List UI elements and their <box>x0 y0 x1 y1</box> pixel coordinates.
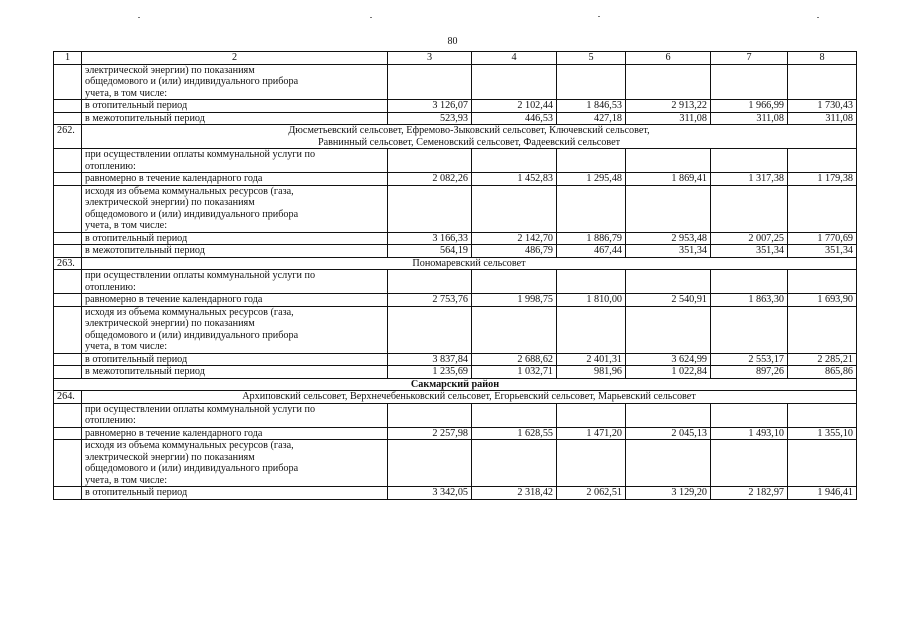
description-cell <box>82 270 388 294</box>
header-cell: 1 <box>54 52 82 65</box>
section-number: 262. <box>54 125 82 149</box>
empty-value-cell <box>626 270 711 294</box>
row-label: в отопительный период <box>82 353 388 366</box>
value-cell: 1 493,10 <box>711 427 788 440</box>
row-number-cell <box>54 232 82 245</box>
value-cell: 1 452,83 <box>472 173 557 186</box>
empty-value-cell <box>788 440 857 487</box>
value-cell: 2 553,17 <box>711 353 788 366</box>
value-cell: 1 770,69 <box>788 232 857 245</box>
empty-value-cell <box>388 270 472 294</box>
value-cell: 2 257,98 <box>388 427 472 440</box>
value-cell: 2 953,48 <box>626 232 711 245</box>
value-cell: 2 688,62 <box>472 353 557 366</box>
value-cell: 3 129,20 <box>626 487 711 500</box>
empty-value-cell <box>472 440 557 487</box>
empty-value-cell <box>472 64 557 100</box>
empty-value-cell <box>472 149 557 173</box>
empty-value-cell <box>388 440 472 487</box>
value-cell: 1 810,00 <box>557 294 626 307</box>
empty-value-cell <box>388 185 472 232</box>
value-cell: 3 342,05 <box>388 487 472 500</box>
description-row <box>54 403 857 427</box>
empty-value-cell <box>788 149 857 173</box>
value-cell: 3 126,07 <box>388 100 472 113</box>
row-label: равномерно в течение календарного года <box>82 173 388 186</box>
value-cell: 2 753,76 <box>388 294 472 307</box>
empty-value-cell <box>626 306 711 353</box>
empty-value-cell <box>388 306 472 353</box>
description-line: при осуществлении оплаты коммунальной услуги по <box>85 149 316 160</box>
value-cell: 2 401,31 <box>557 353 626 366</box>
value-cell: 1 032,71 <box>472 366 557 379</box>
row-number-cell <box>54 487 82 500</box>
value-cell: 2 082,26 <box>388 173 472 186</box>
header-row <box>54 52 857 65</box>
row-number-cell <box>54 149 82 173</box>
data-row <box>54 112 857 125</box>
value-cell: 427,18 <box>557 112 626 125</box>
page-number: 80 <box>447 36 458 47</box>
data-row <box>54 366 857 379</box>
section-title <box>82 257 857 270</box>
value-cell: 1 730,43 <box>788 100 857 113</box>
section-title <box>82 125 857 149</box>
value-cell: 446,53 <box>472 112 557 125</box>
section-row <box>54 257 857 270</box>
value-cell: 981,96 <box>557 366 626 379</box>
header-cell: 6 <box>626 52 711 65</box>
row-number-cell <box>54 112 82 125</box>
row-label: в отопительный период <box>82 487 388 500</box>
section-row <box>54 125 857 149</box>
row-label: в межотопительный период <box>82 245 388 258</box>
row-number-cell <box>54 64 82 100</box>
description-cell <box>82 403 388 427</box>
description-line: отоплению: <box>85 281 136 293</box>
row-number-cell <box>54 173 82 186</box>
description-line: учета, в том числе: <box>85 341 168 352</box>
empty-value-cell <box>711 149 788 173</box>
row-label: в межотопительный период <box>82 112 388 125</box>
value-cell: 467,44 <box>557 245 626 258</box>
section-title <box>82 391 857 404</box>
empty-value-cell <box>557 440 626 487</box>
value-cell: 1 471,20 <box>557 427 626 440</box>
description-line: электрической энергии) по показаниям <box>85 451 255 463</box>
value-cell: 351,34 <box>788 245 857 258</box>
description-line: общедомового и (или) индивидуального прибора <box>85 208 299 220</box>
section-row <box>54 391 857 404</box>
description-line: общедомового и (или) индивидуального прибора <box>85 329 299 341</box>
description-line: учета, в том числе: <box>85 220 168 231</box>
header-cell: 2 <box>82 52 388 65</box>
section-title-line: Пономаревский сельсовет <box>412 257 526 269</box>
empty-value-cell <box>788 306 857 353</box>
value-cell: 1 179,38 <box>788 173 857 186</box>
value-cell: 1 886,79 <box>557 232 626 245</box>
description-line: электрической энергии) по показаниям <box>85 318 255 329</box>
value-cell: 2 062,51 <box>557 487 626 500</box>
empty-value-cell <box>788 270 857 294</box>
row-number-cell <box>54 353 82 366</box>
value-cell: 1 863,30 <box>711 294 788 307</box>
value-cell: 2 007,25 <box>711 232 788 245</box>
description-line: учета, в том числе: <box>85 87 168 99</box>
value-cell: 2 102,44 <box>472 100 557 113</box>
row-label: в отопительный период <box>82 232 388 245</box>
value-cell: 2 540,91 <box>626 294 711 307</box>
value-cell: 1 295,48 <box>557 173 626 186</box>
value-cell: 1 317,38 <box>711 173 788 186</box>
value-cell: 2 142,70 <box>472 232 557 245</box>
row-number-cell <box>54 440 82 487</box>
value-cell: 865,86 <box>788 366 857 379</box>
description-row <box>54 270 857 294</box>
row-number-cell <box>54 306 82 353</box>
data-row <box>54 487 857 500</box>
data-row <box>54 245 857 258</box>
district-title: Сакмарский район <box>54 378 857 391</box>
description-line: при осуществлении оплаты коммунальной услуги по <box>85 270 316 281</box>
row-number-cell <box>54 270 82 294</box>
empty-value-cell <box>626 440 711 487</box>
description-line: при осуществлении оплаты коммунальной услуги по <box>85 403 316 415</box>
empty-value-cell <box>711 440 788 487</box>
description-line: исходя из объема коммунальных ресурсов (газа, <box>85 440 294 451</box>
value-cell: 486,79 <box>472 245 557 258</box>
empty-value-cell <box>626 64 711 100</box>
section-title-line: Равнинный сельсовет, Семеновский сельсовет, Фадеевский сельсовет <box>317 136 621 148</box>
description-line: электрической энергии) по показаниям <box>85 197 255 208</box>
value-cell: 2 182,97 <box>711 487 788 500</box>
data-row <box>54 173 857 186</box>
empty-value-cell <box>472 270 557 294</box>
value-cell: 1 966,99 <box>711 100 788 113</box>
value-cell: 1 022,84 <box>626 366 711 379</box>
value-cell: 564,19 <box>388 245 472 258</box>
empty-value-cell <box>626 403 711 427</box>
tariff-table <box>53 51 857 500</box>
description-row <box>54 185 857 232</box>
empty-value-cell <box>472 185 557 232</box>
description-line: исходя из объема коммунальных ресурсов (газа, <box>85 306 294 318</box>
value-cell: 1 869,41 <box>626 173 711 186</box>
empty-value-cell <box>388 403 472 427</box>
empty-value-cell <box>788 185 857 232</box>
row-number-cell <box>54 245 82 258</box>
value-cell: 3 166,33 <box>388 232 472 245</box>
value-cell: 523,93 <box>388 112 472 125</box>
description-line: электрической энергии) по показаниям <box>85 64 255 76</box>
section-title-line: Дюсметьевский сельсовет, Ефремово-Зыковский сельсовет, Ключевский сельсовет, <box>288 125 650 136</box>
row-number-cell <box>54 294 82 307</box>
description-cell <box>82 440 388 487</box>
empty-value-cell <box>711 64 788 100</box>
district-row <box>54 378 857 391</box>
empty-value-cell <box>472 306 557 353</box>
description-line: общедомового и (или) индивидуального прибора <box>85 463 299 474</box>
empty-value-cell <box>626 185 711 232</box>
empty-value-cell <box>388 149 472 173</box>
empty-value-cell <box>711 306 788 353</box>
description-row <box>54 64 857 100</box>
empty-value-cell <box>711 403 788 427</box>
description-line: общедомового и (или) индивидуального прибора <box>85 76 299 87</box>
value-cell: 1 693,90 <box>788 294 857 307</box>
value-cell: 1 946,41 <box>788 487 857 500</box>
value-cell: 2 045,13 <box>626 427 711 440</box>
header-cell: 3 <box>388 52 472 65</box>
description-row <box>54 306 857 353</box>
description-cell <box>82 185 388 232</box>
value-cell: 351,34 <box>626 245 711 258</box>
header-cell: 4 <box>472 52 557 65</box>
value-cell: 1 235,69 <box>388 366 472 379</box>
row-label: в межотопительный период <box>82 366 388 379</box>
value-cell: 2 913,22 <box>626 100 711 113</box>
data-row <box>54 100 857 113</box>
empty-value-cell <box>557 270 626 294</box>
row-number-cell <box>54 427 82 440</box>
empty-value-cell <box>788 403 857 427</box>
empty-value-cell <box>557 64 626 100</box>
description-line: отоплению: <box>85 160 136 172</box>
data-row <box>54 294 857 307</box>
row-label: равномерно в течение календарного года <box>82 294 388 307</box>
header-cell: 8 <box>788 52 857 65</box>
empty-value-cell <box>472 403 557 427</box>
row-number-cell <box>54 366 82 379</box>
empty-value-cell <box>557 306 626 353</box>
value-cell: 2 318,42 <box>472 487 557 500</box>
description-cell <box>82 64 388 100</box>
description-row <box>54 440 857 487</box>
value-cell: 1 998,75 <box>472 294 557 307</box>
row-label: равномерно в течение календарного года <box>82 427 388 440</box>
value-cell: 1 846,53 <box>557 100 626 113</box>
data-row <box>54 427 857 440</box>
empty-value-cell <box>388 64 472 100</box>
empty-value-cell <box>626 149 711 173</box>
description-line: учета, в том числе: <box>85 474 168 486</box>
section-number: 263. <box>54 257 82 270</box>
data-row <box>54 353 857 366</box>
value-cell: 351,34 <box>711 245 788 258</box>
value-cell: 1 355,10 <box>788 427 857 440</box>
data-row <box>54 232 857 245</box>
empty-value-cell <box>711 185 788 232</box>
description-row <box>54 149 857 173</box>
row-number-cell <box>54 185 82 232</box>
empty-value-cell <box>788 64 857 100</box>
value-cell: 3 837,84 <box>388 353 472 366</box>
value-cell: 897,26 <box>711 366 788 379</box>
value-cell: 311,08 <box>626 112 711 125</box>
row-number-cell <box>54 100 82 113</box>
value-cell: 1 628,55 <box>472 427 557 440</box>
value-cell: 2 285,21 <box>788 353 857 366</box>
value-cell: 3 624,99 <box>626 353 711 366</box>
row-number-cell <box>54 403 82 427</box>
header-cell: 7 <box>711 52 788 65</box>
description-cell <box>82 149 388 173</box>
value-cell: 311,08 <box>788 112 857 125</box>
section-number: 264. <box>54 391 82 404</box>
header-cell: 5 <box>557 52 626 65</box>
description-cell <box>82 306 388 353</box>
description-line: исходя из объема коммунальных ресурсов (газа, <box>85 185 294 197</box>
empty-value-cell <box>711 270 788 294</box>
empty-value-cell <box>557 185 626 232</box>
value-cell: 311,08 <box>711 112 788 125</box>
table-body <box>54 52 857 500</box>
row-label: в отопительный период <box>82 100 388 113</box>
empty-value-cell <box>557 403 626 427</box>
empty-value-cell <box>557 149 626 173</box>
description-line: отоплению: <box>85 415 136 426</box>
section-title-line: Архиповский сельсовет, Верхнечебеньковский сельсовет, Егорьевский сельсовет, Марьевский сельсовет <box>242 391 696 402</box>
